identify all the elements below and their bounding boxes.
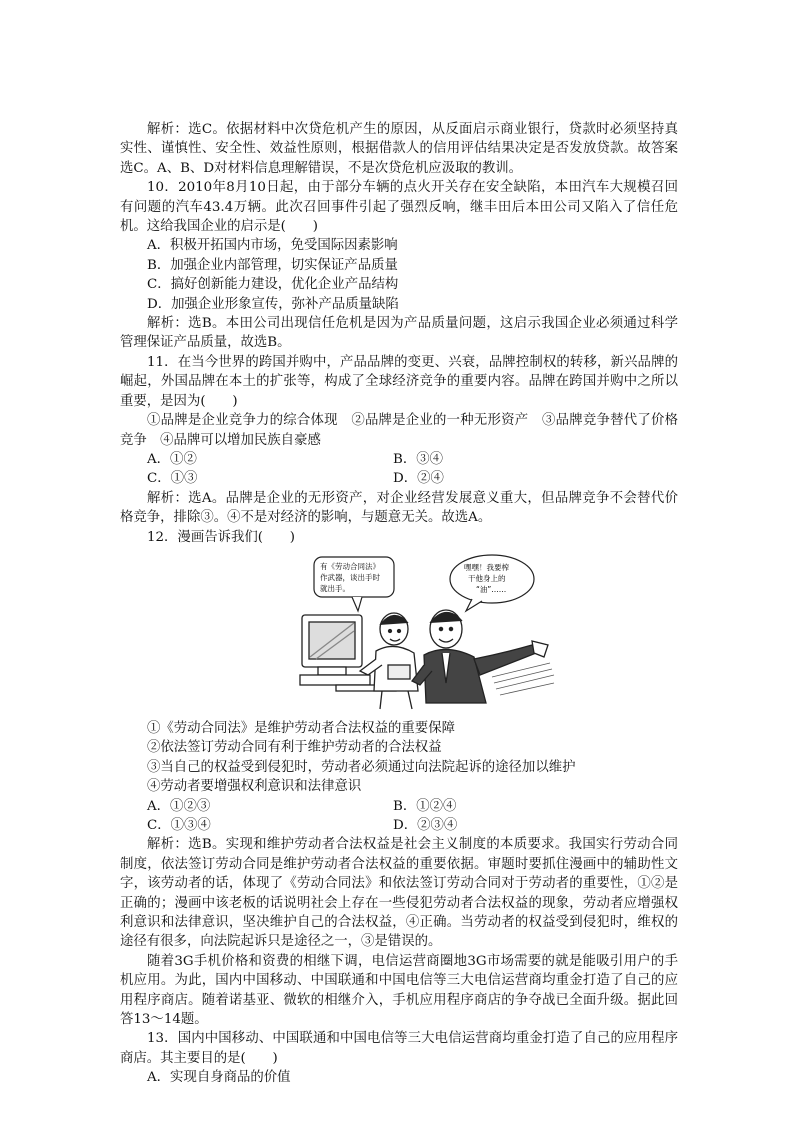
left-bubble-line-3: 就出手。: [320, 583, 350, 593]
worker-figure: [360, 613, 418, 709]
q12-option-c: C．①③④: [147, 817, 211, 833]
q12-option-b: B．①②④: [393, 798, 457, 814]
q12-options-row-1: [120, 797, 678, 816]
q10-option-a: A．积极开拓国内市场，免受国际因素影响: [147, 238, 398, 254]
q9-analysis: 解析：选C。依据材料中次贷危机产生的原因，从反面启示商业银行，贷款时必须坚持真实性、谨慎性、安全性、效益性原则，根据借款人的信用评估结果决定是否发放贷款。故答案选C。A、B、D对材料信息理解错误，不是次贷危机应汲取的教训。: [120, 122, 678, 176]
material-paragraph: 随着3G手机价格和资费的相继下调，电信运营商圈地3G市场需要的就是能吸引用户的手机应用。为此，国内中国移动、中国联通和中国电信等三大电信运营商均重金打造了自己的应用程序商店。随着诺基亚、微软的相继介入，手机应用程序商店的争夺战已全面升级。据此回答13～14题。: [120, 953, 678, 1028]
q12-stem: 12．漫画告诉我们( ): [147, 529, 296, 545]
q10-option-c: C．搞好创新能力建设，优化企业产品结构: [147, 277, 399, 293]
q12-option-d: D．②③④: [393, 817, 458, 833]
q12-statement-1: ①《劳动合同法》是维护劳动者合法权益的重要保障: [147, 720, 455, 736]
left-speech-bubble: [314, 557, 394, 611]
q10-stem: 10．2010年8月10日起，由于部分车辆的点火开关存在安全缺陷，本田汽车大规模召回有问题的汽车43.4万辆。此次召回事件引起了强烈反响，继丰田后本田公司又陷入了信任危机。这给我国企业的启示是( ): [120, 180, 678, 235]
left-bubble-line-2: 作武器，谈出手时: [320, 572, 380, 582]
q12-statement-2: ②依法签订劳动合同有利于维护劳动者的合法权益: [147, 740, 442, 756]
q10-analysis: 解析：选B。本田公司出现信任危机是因为产品质量问题，这启示我国企业必须通过科学管理保证产品质量，故选B。: [120, 316, 678, 351]
right-bubble-line-2: 干他身上的: [468, 573, 506, 583]
q11-option-a: A．①②: [147, 451, 197, 467]
left-bubble-line-1: 有《劳动合同法》: [320, 561, 380, 571]
q11-options-row-1: [120, 450, 678, 469]
q10-option-b: B．加强企业内部管理，切实保证产品质量: [147, 257, 398, 273]
shading-lines: [492, 663, 554, 695]
q10-option-d: D．加强企业形象宣传，弥补产品质量缺陷: [147, 296, 399, 312]
right-bubble-line-3: “油”……: [476, 584, 507, 594]
q11-option-c: C．①③: [147, 471, 198, 487]
q12-analysis: 解析：选B。实现和维护劳动者合法权益是社会主义制度的本质要求。我国实行劳动合同制度，依法签订劳动合同是维护劳动者合法权益的重要依据。审题时要抓住漫画中的辅助性文字，该劳动者的话，体现了《劳动合同法》和依法签订劳动合同对于劳动者的重要性，①②是正确的；漫画中该老板的话说明社会上存在一些侵犯劳动者合法权益的现象，劳动者应增强权利意识和法律意识，坚决维护自己的合法权益，④正确。当劳动者的权益受到侵犯时，维权的途径有很多，向法院起诉只是途径之一，③是错误的。: [120, 837, 678, 950]
q12-options-row-2: [120, 816, 678, 835]
q11-stem: 11．在当今世界的跨国并购中，产品品牌的变更、兴衰，品牌控制权的转移，新兴品牌的崛起，外国品牌在本土的扩张等，构成了全球经济竞争的重要内容。品牌在跨国并购中之所以重要，是因为( ): [120, 354, 678, 409]
cartoon-image: [296, 553, 558, 713]
q11-option-b: B．③④: [393, 451, 444, 467]
q12-statement-4: ④劳动者要增强权利意识和法律意识: [147, 779, 362, 795]
q12-statement-3: ③当自己的权益受到侵犯时，劳动者必须通过向法院起诉的途径加以维护: [147, 759, 576, 775]
q13-option-a: A．实现自身商品的价值: [147, 1070, 291, 1086]
q12-option-a: A．①②③: [147, 798, 211, 814]
document-page: [120, 120, 678, 1088]
q13-stem: 13．国内中国移动、中国联通和中国电信等三大电信运营商均重金打造了自己的应用程序商店。其主要目的是( ): [120, 1031, 678, 1066]
q11-options-row-2: [120, 469, 678, 488]
right-bubble-line-1: 嘿嘿！我要榨: [464, 562, 509, 572]
q11-statements: ①品牌是企业竞争力的综合体现 ②品牌是企业的一种无形资产 ③品牌竞争替代了价格竞争 ④品牌可以增加民族自豪感: [120, 413, 678, 448]
q11-option-d: D．②④: [393, 471, 444, 487]
right-speech-bubble: [450, 555, 534, 611]
q11-analysis: 解析：选A。品牌是企业的无形资产，对企业经营发展意义重大，但品牌竞争不会替代价格竞争，排除③。④不是对经济的影响，与题意无关。故选A。: [120, 490, 678, 526]
